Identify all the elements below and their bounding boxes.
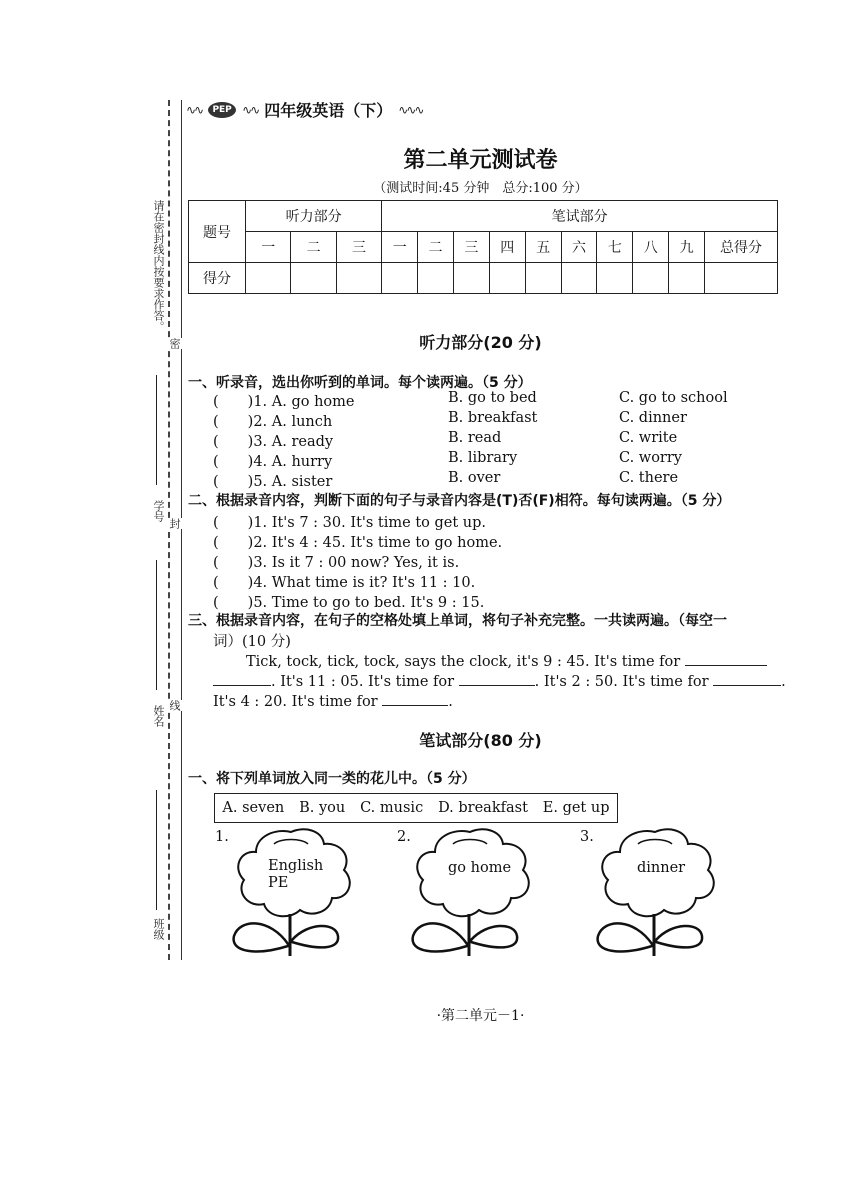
q1-item-3-a[interactable]: ( )3. A. ready xyxy=(213,434,334,450)
q3-blank-3[interactable] xyxy=(459,671,535,686)
q3-line-2: . It's 11 : 05. It's time for . It's 2 : 50. It's time for . xyxy=(213,671,786,690)
col-header: 三 xyxy=(336,232,381,263)
score-cell[interactable] xyxy=(597,263,633,294)
score-cell[interactable] xyxy=(291,263,336,294)
q3-line-2b-text: . It's 2 : 50. It's time for xyxy=(534,674,709,690)
score-cell[interactable] xyxy=(633,263,669,294)
grade-label: 四年级英语（下） xyxy=(264,101,393,120)
score-cell[interactable] xyxy=(336,263,381,294)
q1-item-1-a[interactable]: ( )1. A. go home xyxy=(213,394,355,410)
flower-1-words xyxy=(268,858,323,892)
flower-2-word: go home xyxy=(448,860,512,876)
word-option: D. breakfast xyxy=(438,800,528,816)
seal-char-mi: 密 xyxy=(168,338,181,349)
q2-item-1[interactable]: ( )1. It's 7 : 30. It's time to get up. xyxy=(213,515,487,531)
writing-header: 笔试部分 xyxy=(382,201,778,232)
flower-2-icon xyxy=(405,826,535,962)
col-header: 四 xyxy=(489,232,525,263)
question-no-label: 题号 xyxy=(189,201,246,263)
score-cell[interactable] xyxy=(246,263,291,294)
q3-blank-5[interactable] xyxy=(382,691,448,706)
q2-item-5[interactable]: ( )5. Time to go to bed. It's 9 : 15. xyxy=(213,595,485,611)
q1-item-2-c: C. dinner xyxy=(619,410,687,426)
q2-heading: 二、根据录音内容，判断下面的句子与录音内容是(T)否(F)相符。每句读两遍。（5 分） xyxy=(188,493,731,509)
score-cell[interactable] xyxy=(489,263,525,294)
col-header: 九 xyxy=(669,232,705,263)
class-line xyxy=(156,790,157,910)
score-cell[interactable] xyxy=(525,263,561,294)
q1-item-4-a[interactable]: ( )4. A. hurry xyxy=(213,454,333,470)
q3-heading: 三、根据录音内容，在句子的空格处填上单词，将句子补充完整。一共读两遍。（每空一 xyxy=(188,613,727,629)
name-label: 姓名 xyxy=(152,705,165,727)
seal-char-feng: 封 xyxy=(168,518,181,529)
flower-3-word: dinner xyxy=(637,860,686,876)
total-score-cell[interactable] xyxy=(705,263,778,294)
score-cell[interactable] xyxy=(453,263,489,294)
q1-item-1-b: B. go to bed xyxy=(448,390,537,406)
q1-item-3-c: C. write xyxy=(619,430,678,446)
seal-char-xian: 线 xyxy=(168,700,181,711)
word-option: A. seven xyxy=(222,800,285,816)
class-label: 班级 xyxy=(152,918,165,940)
q3-line-1 xyxy=(246,651,767,670)
word-option: C. music xyxy=(360,800,424,816)
col-header: 一 xyxy=(246,232,291,263)
score-row-label: 得分 xyxy=(189,263,246,294)
listening-section-title: 听力部分(20 分) xyxy=(419,333,542,352)
q3-line-3-text: It's 4 : 20. It's time for xyxy=(213,694,378,710)
q1-item-2-b: B. breakfast xyxy=(448,410,538,426)
wave-decoration-icon: ∿∿ xyxy=(186,102,203,117)
q1-item-4-c: C. worry xyxy=(619,450,682,466)
col-header: 一 xyxy=(382,232,418,263)
score-table xyxy=(188,200,778,294)
score-cell[interactable] xyxy=(669,263,705,294)
q1-item-1-c: C. go to school xyxy=(619,390,728,406)
q1-item-4-b: B. library xyxy=(448,450,518,466)
score-cell[interactable] xyxy=(382,263,418,294)
q3-line-2a-text: . It's 11 : 05. It's time for xyxy=(271,674,455,690)
q3-blank-1[interactable] xyxy=(685,651,767,666)
col-header: 七 xyxy=(597,232,633,263)
score-cell[interactable] xyxy=(418,263,454,294)
q3-blank-4[interactable] xyxy=(713,671,781,686)
name-line xyxy=(156,560,157,690)
q3-line-1-text: Tick, tock, tick, tock, says the clock, it's 9 : 45. It's time for xyxy=(246,654,681,670)
exam-title: 第二单元测试卷 xyxy=(403,148,558,173)
q2-item-2[interactable]: ( )2. It's 4 : 45. It's time to go home. xyxy=(213,535,503,551)
q3-line-3: It's 4 : 20. It's time for . xyxy=(213,691,453,710)
student-no-line xyxy=(156,375,157,485)
total-header: 总得分 xyxy=(705,232,778,263)
q1-item-5-a[interactable]: ( )5. A. sister xyxy=(213,474,333,490)
q1-item-2-a[interactable]: ( )2. A. lunch xyxy=(213,414,333,430)
word-option: E. get up xyxy=(542,800,610,816)
q2-item-4[interactable]: ( )4. What time is it? It's 11 : 10. xyxy=(213,575,476,591)
exam-header xyxy=(186,98,422,121)
seal-dashed-line xyxy=(168,100,170,960)
col-header: 三 xyxy=(453,232,489,263)
flower-1-icon xyxy=(226,826,356,962)
col-header: 六 xyxy=(561,232,597,263)
col-header: 二 xyxy=(291,232,336,263)
q1-heading: 一、听录音，选出你听到的单词。每个读两遍。（5 分） xyxy=(188,375,532,391)
seal-notice: 请在密封线内按要求作答。 xyxy=(152,200,165,332)
flower-2-number: 2. xyxy=(397,829,411,845)
flower-3-number: 3. xyxy=(580,829,594,845)
score-cell[interactable] xyxy=(561,263,597,294)
exam-subtitle: （测试时间:45 分钟 总分:100 分） xyxy=(373,181,588,196)
word-option: B. you xyxy=(299,800,346,816)
q1-item-5-c: C. there xyxy=(619,470,679,486)
col-header: 二 xyxy=(418,232,454,263)
col-header: 五 xyxy=(525,232,561,263)
student-no-label: 学号 xyxy=(152,500,165,522)
q2-item-3[interactable]: ( )3. Is it 7 : 00 now? Yes, it is. xyxy=(213,555,460,571)
flower-1-word: English xyxy=(268,858,324,874)
flower-1-word: PE xyxy=(268,875,289,891)
page-footer: ·第二单元－1· xyxy=(436,1008,525,1024)
q1-item-5-b: B. over xyxy=(448,470,501,486)
col-header: 八 xyxy=(633,232,669,263)
seal-solid-line xyxy=(181,100,182,960)
flower-1-number: 1. xyxy=(215,829,229,845)
pep-logo: PEP xyxy=(208,102,236,118)
writing-section-title: 笔试部分(80 分) xyxy=(419,731,542,750)
q1-item-3-b: B. read xyxy=(448,430,502,446)
q3-blank-2[interactable] xyxy=(213,671,271,686)
wave-decoration-icon: ∿∿ xyxy=(242,102,259,117)
listening-header: 听力部分 xyxy=(246,201,382,232)
q3-heading-cont: 词）(10 分) xyxy=(213,634,291,650)
flower-3-icon xyxy=(590,826,720,962)
word-bank-box xyxy=(214,793,618,823)
w1-heading: 一、将下列单词放入同一类的花儿中。（5 分） xyxy=(188,771,476,787)
wave-decoration-icon: ∿∿∿ xyxy=(398,102,423,117)
